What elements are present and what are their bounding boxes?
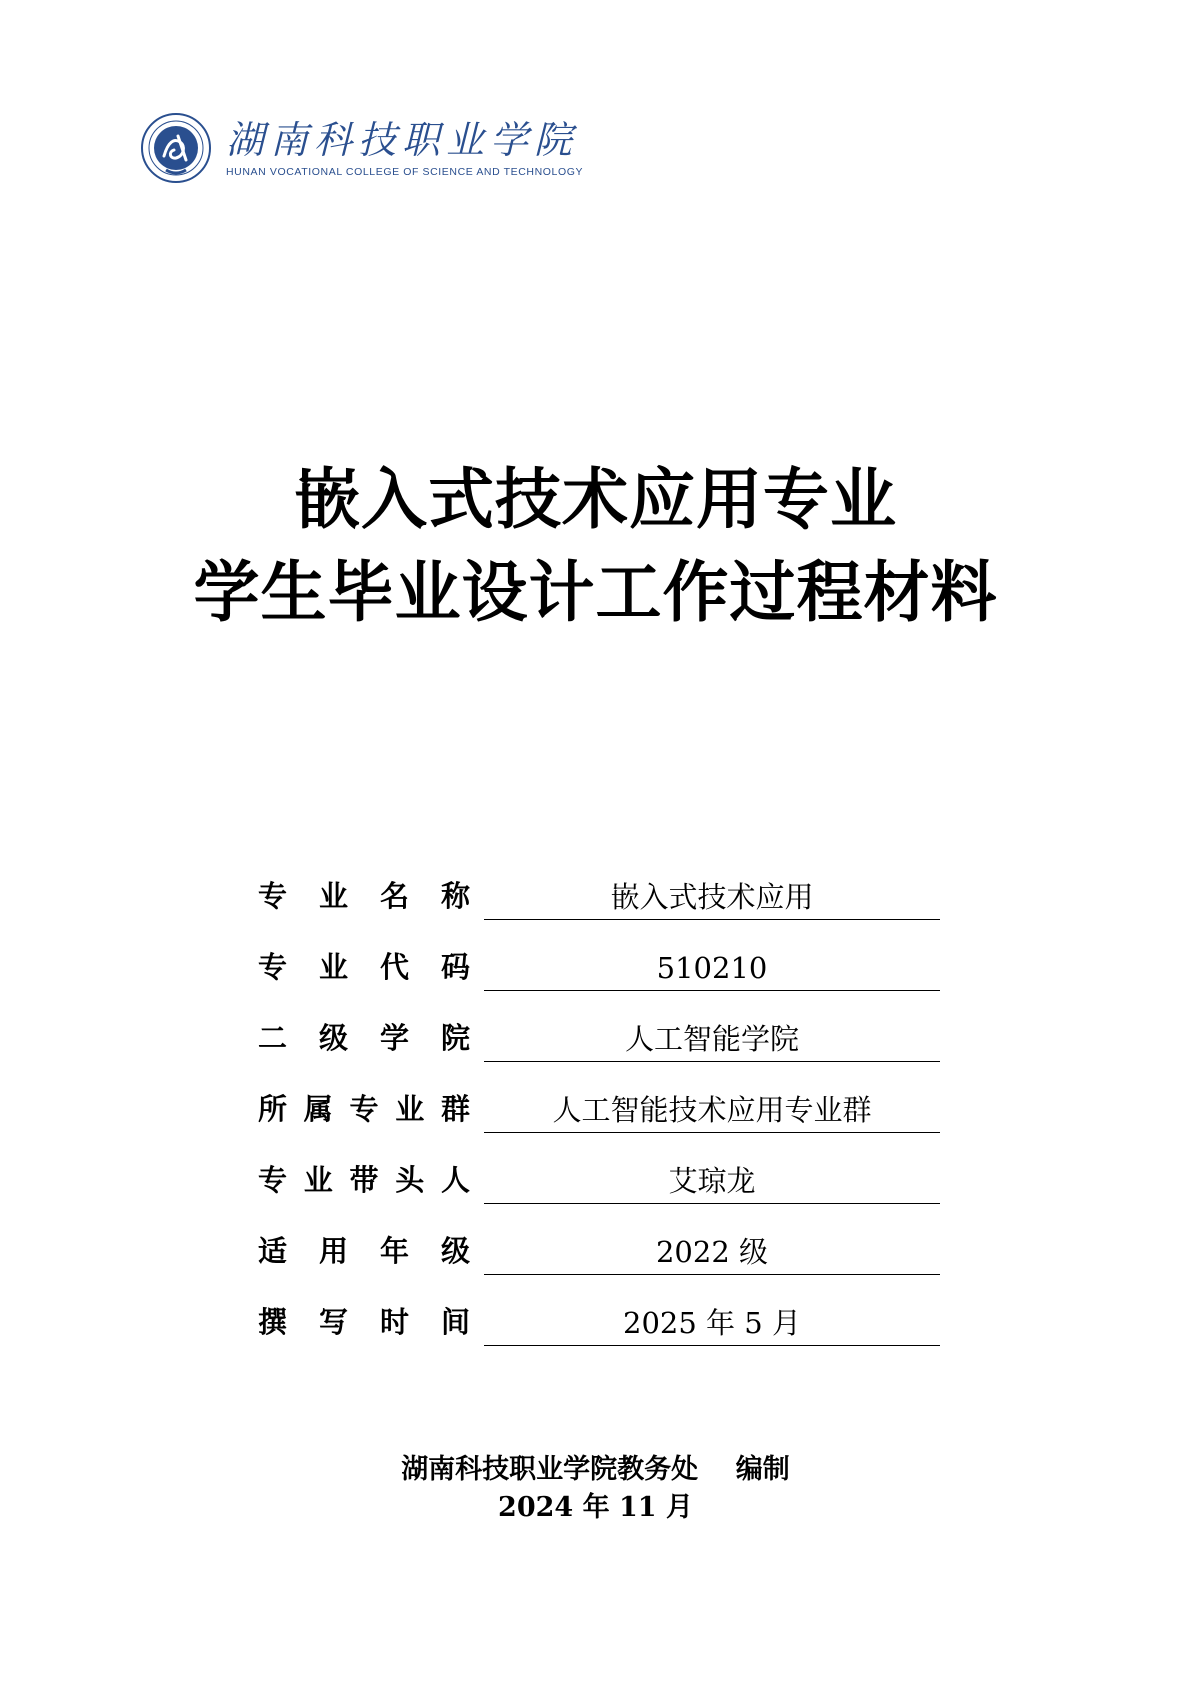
info-value: 2025 年 5 月 [484, 1303, 940, 1346]
info-row-major-name [258, 868, 940, 920]
info-row-school [258, 1010, 940, 1062]
info-row-major-group [258, 1081, 940, 1133]
info-row-major-leader [258, 1152, 940, 1204]
info-value: 人工智能技术应用专业群 [484, 1090, 940, 1133]
info-row-major-code [258, 939, 940, 991]
info-value: 艾琼龙 [484, 1161, 940, 1204]
footer-compiler: 湖南科技职业学院教务处 编制 [401, 1454, 790, 1485]
info-label: 撰 写 时 间 [258, 1305, 470, 1339]
college-logo [140, 112, 583, 184]
info-row-write-time [258, 1294, 940, 1346]
logo-english-name: HUNAN VOCATIONAL COLLEGE OF SCIENCE AND TECHNOLOGY [226, 166, 584, 178]
logo-text [226, 118, 583, 178]
info-value: 嵌入式技术应用 [484, 877, 940, 920]
info-value: 2022 级 [484, 1232, 940, 1275]
footer-date: 2024 年 11 月 [498, 1492, 693, 1523]
info-label: 所 属 专 业 群 [258, 1092, 470, 1126]
info-value: 人工智能学院 [484, 1019, 940, 1062]
info-table [258, 868, 940, 1346]
info-label: 专 业 名 称 [258, 879, 470, 913]
document-title-line-2: 学生毕业设计工作过程材料 [193, 554, 998, 631]
document-title-line-1: 嵌入式技术应用专业 [294, 461, 897, 538]
info-row-grade [258, 1223, 940, 1275]
logo-chinese-name: 湖南科技职业学院 [226, 118, 579, 162]
college-seal-icon [140, 112, 212, 184]
info-value: 510210 [484, 948, 940, 991]
info-label: 二 级 学 院 [258, 1021, 470, 1055]
info-label: 专 业 带 头 人 [258, 1163, 470, 1197]
info-label: 适 用 年 级 [258, 1234, 470, 1268]
info-label: 专 业 代 码 [258, 950, 470, 984]
